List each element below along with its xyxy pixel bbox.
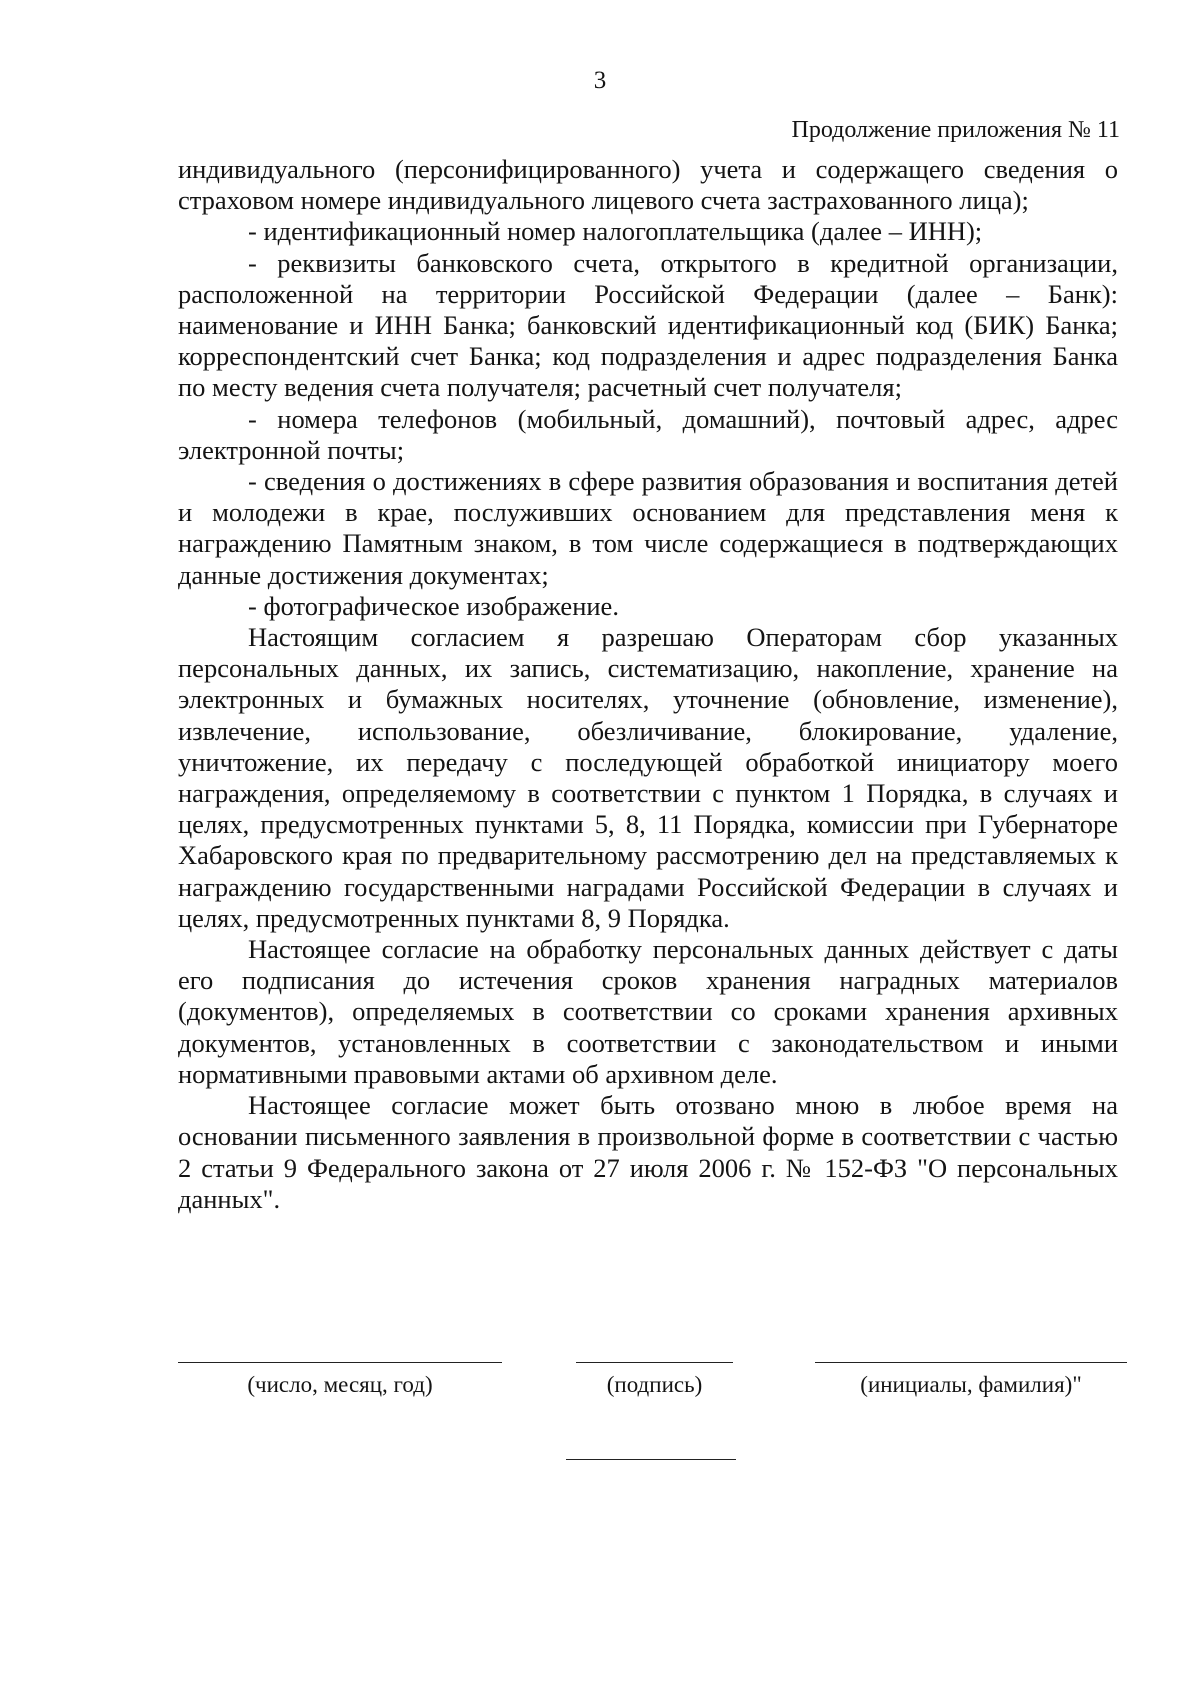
paragraph-contacts: - номера телефонов (мобильный, домашний), почтовый адрес, адрес электронной почты; [178, 403, 1118, 465]
signature-block [0, 1362, 1200, 1422]
name-field [815, 1362, 1127, 1399]
signature-line [576, 1362, 733, 1363]
date-field [178, 1362, 502, 1399]
paragraph-achievements: - сведения о достижениях в сфере развития образования и воспитания детей и молодежи в крае, послуживших основанием для представления меня к награждению Памятным знаком, в том числе содержащиеся в подтверждающих данные достижения документах; [178, 466, 1118, 590]
paragraph-consent-scope: Настоящим согласием я разрешаю Операторам сбор указанных персональных данных, их запись, систематизацию, накопление, хранение на электронных и бумажных носителях, уточнение (обновление, изменение), извлечение, использование, обезличивание, блокирование, удаление, уничтожение, их передачу с последующей обработкой инициатору моего награждения, определяемому в соответствии с пунктом 1 Порядка, в случаях и целях, предусмотренных пунктами 5, 8, 11 Порядка, комиссии при Губернаторе Хабаровского края по предварительному рассмотрению дел на представляемых к награждению государственными наградами Российской Федерации в случаях и целях, предусмотренных пунктами 8, 9 Порядка. [178, 622, 1118, 933]
name-line [815, 1362, 1127, 1363]
signature-field [576, 1362, 733, 1399]
paragraph-inn: - идентификационный номер налогоплательщика (далее – ИНН); [248, 216, 983, 247]
paragraph-snils-continuation: индивидуального (персонифицированного) учета и содержащего сведения о страховом номере индивидуального лицевого счета застрахованного лица); [178, 154, 1118, 216]
paragraph-consent-revocation: Настоящее согласие может быть отозвано мною в любое время на основании письменного заявления в произвольной форме в соответствии с частью 2 статьи 9 Федерального закона от 27 июля 2006 г. № 152-ФЗ "О персональных данных". [178, 1090, 1118, 1214]
paragraph-consent-term: Настоящее согласие на обработку персональных данных действует с даты его подписания до истечения сроков хранения наградных материалов (документов), определяемых в соответствии со сроками хранения архивных документов, установленных в соответствии с законодательством и иными нормативными правовыми актами об архивном деле. [178, 934, 1118, 1089]
appendix-continuation-header: Продолжение приложения № 11 [791, 117, 1120, 143]
date-caption: (число, месяц, год) [247, 1372, 433, 1397]
paragraph-photo: - фотографическое изображение. [248, 590, 619, 621]
signature-caption: (подпись) [606, 1372, 703, 1397]
name-caption: (инициалы, фамилия)" [860, 1372, 1082, 1397]
page-number: 3 [593, 67, 607, 94]
end-of-document-rule [566, 1459, 736, 1460]
document-body [178, 154, 1118, 1215]
paragraph-bank-details: - реквизиты банковского счета, открытого в кредитной организации, расположенной на территории Российской Федерации (далее – Банк): наименование и ИНН Банка; банковский идентификационный код (БИК) Банка; корреспондентский счет Банка; код подразделения и адрес подразделения Банка по месту ведения счета получателя; расчетный счет получателя; [178, 247, 1118, 403]
date-line [178, 1362, 502, 1363]
